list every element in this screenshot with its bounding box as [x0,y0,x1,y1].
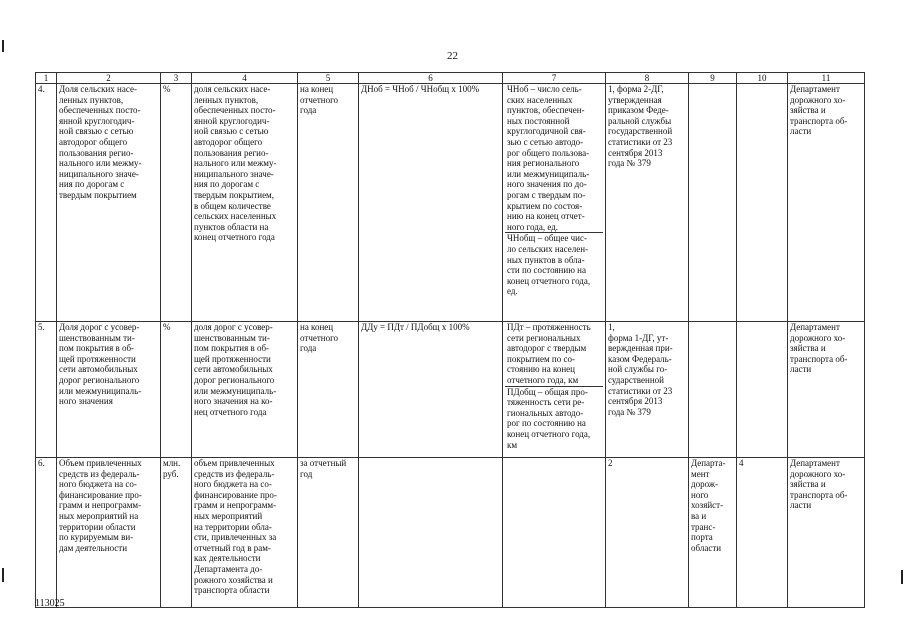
column-number: 2 [57,73,161,84]
data-source: 1, форма 1-ДГ, ут- вержденная при- казом Федераль- ной службы го- сударственной статистики от 23 сентября 2013 года № 379 [606,322,689,458]
time-characteristic: на конец отчетного года [298,322,359,458]
variable-definition: ПДобщ – общая про- тяженность сети ре- гиональных автодо- рог по состоянию на конец отчетного года, км [505,386,603,451]
column-9-cell [689,84,737,322]
column-number: 7 [503,73,606,84]
column-10-cell: 4 [737,458,788,608]
variable-definition: ЧНоб – число сель- ских населенных пунктов, обеспечен- ных постоянной круглогодичной свя- зью с сетью автодо- рог общего пользова- ния регионального или межмуниципаль- ного значения по до- рогам с твердым по- крытием по состоя- нию на конец отчет- ного года, ед. [507,84,590,232]
calculation-formula: ДДу = ПДт / ПДобщ х 100% [359,322,503,458]
formula-variables [503,84,606,322]
variable-definition: ПДт – протяженность сети региональных автодорог с твердым покрытием по со- стоянию на конец отчетного года, км [507,322,591,385]
responsible-department: Департамент дорожного хо- зяйства и транспорта об- ласти [788,322,865,458]
scan-edge-mark-top [2,40,4,52]
calculation-formula: ДНоб = ЧНоб / ЧНобщ х 100% [359,84,503,322]
responsible-department: Департамент дорожного хо- зяйства и транспорта об- ласти [788,84,865,322]
indicators-table [35,72,865,608]
table-row [36,458,865,608]
column-number: 9 [689,73,737,84]
column-number: 4 [192,73,298,84]
indicator-definition: доля сельских насе- ленных пунктов, обеспеченных посто- янной круглогодич- ной связью с сетью автодорог общего пользования регио- нального или межму- ниципального значе- ния по дорогам с твердым покрытием, в общем количестве сельских населенных пунктов области на конец отчетного года [192,84,298,322]
indicator-name: Доля дорог с усовер- шенствованным ти- пом покрытия в об- щей протяженности сети автомобильных дорог регионального или межмуниципаль- ного значения [57,322,161,458]
row-number: 4. [36,84,57,322]
column-10-cell [737,84,788,322]
data-source: 1, форма 2-ДГ, утвержденная приказом Феде- ральной службы государственной статистики от 23 сентября 2013 года № 379 [606,84,689,322]
column-number: 11 [788,73,865,84]
data-source: 2 [606,458,689,608]
indicator-name: Объем привлеченных средств из федераль- ного бюджета на со- финансирование про- грамм и непрограмм- ных мероприятий на территории области по курируемым ви- дам деятельности [57,458,161,608]
column-number: 5 [298,73,359,84]
time-characteristic: на конец отчетного года [298,84,359,322]
row-number: 6. [36,458,57,608]
document-code: 113025 [35,598,65,609]
formula-variables [503,458,606,608]
indicator-definition: объем привлеченных средств из федераль- ного бюджета на со- финансирование про- грамм и непрограмм- ных мероприятий на территории обла- сти, привлеченных за отчетный год в рам- ках деятельности Департамента до- рожного хозяйства и транспорта области [192,458,298,608]
responsible-department: Департамент дорожного хо- зяйства и транспорта об- ласти [788,458,865,608]
unit: % [161,84,192,322]
formula-variables [503,322,606,458]
column-number: 8 [606,73,689,84]
unit: % [161,322,192,458]
unit: млн. руб. [161,458,192,608]
column-number: 3 [161,73,192,84]
column-10-cell [737,322,788,458]
scan-edge-mark-bottom-right [901,570,903,584]
column-number: 1 [36,73,57,84]
column-number: 6 [359,73,503,84]
indicator-name: Доля сельских насе- ленных пунктов, обеспеченных посто- янной круглогодич- ной связью с сетью автодорог общего пользования регио- нального или межму- ниципального значе- ния по дорогам с твердым покрытием [57,84,161,322]
column-number-row [36,73,865,84]
scan-edge-mark-bottom-left [2,568,4,582]
variable-definition: ЧНобщ – общее чис- ло сельских населен- ных пунктов в обла- сти по состоянию на конец отчетного года, ед. [505,232,603,297]
indicator-definition: доля дорог с усовер- шенствованным ти- пом покрытия в об- щей протяженности сети автомобильных дорог регионального или межмуниципаль- ного значения на ко- нец отчетного года [192,322,298,458]
calculation-formula [359,458,503,608]
table-row [36,322,865,458]
row-number: 5. [36,322,57,458]
column-number: 10 [737,73,788,84]
time-characteristic: за отчетный год [298,458,359,608]
table-row [36,84,865,322]
page-number: 22 [447,50,458,62]
column-9-cell [689,322,737,458]
column-9-cell: Департа- мент дорож- ного хозяйст- ва и транс- порта области [689,458,737,608]
